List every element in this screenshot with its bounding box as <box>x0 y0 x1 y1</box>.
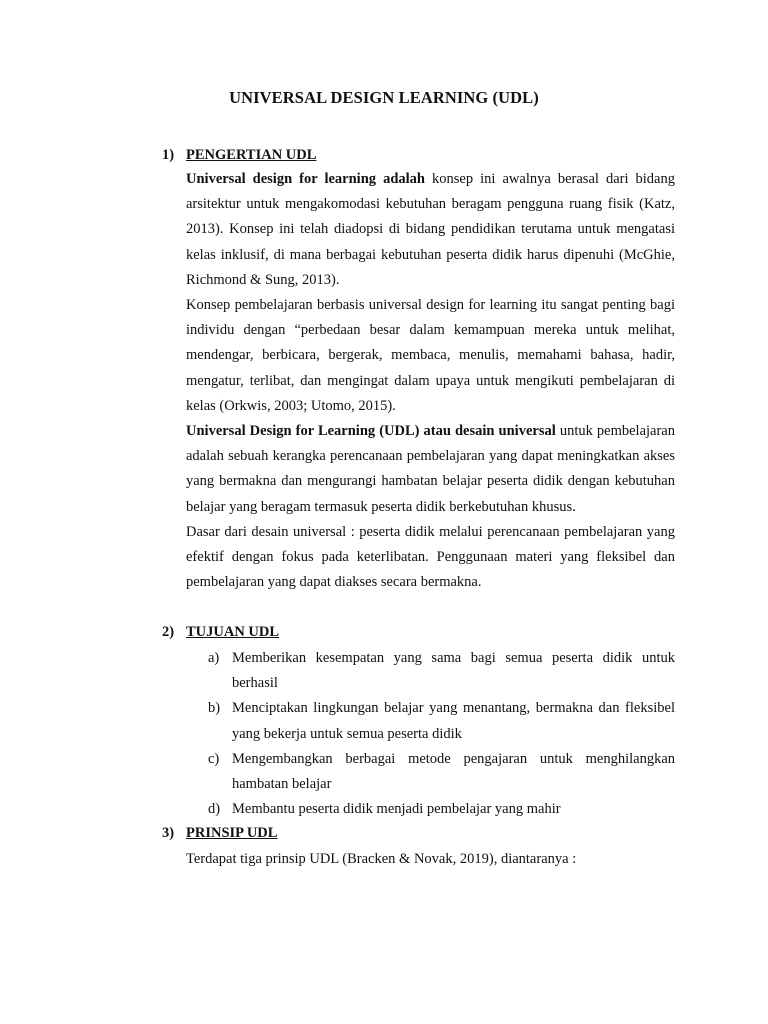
section-pengertian-body <box>186 167 675 595</box>
list-item-label: d) <box>208 801 221 818</box>
list-item-text: Memberikan kesempatan yang sama bagi semua peserta didik untuk berhasil <box>232 650 675 692</box>
section-number: 3) <box>162 825 175 841</box>
list-item-text: Membantu peserta didik menjadi pembelajar yang mahir <box>232 801 561 818</box>
paragraph-bold-lead: Universal Design for Learning (UDL) atau desain universal <box>186 423 556 440</box>
paragraph-text: konsep ini awalnya berasal dari bidang arsitektur untuk mengakomodasi kebutuhan beragam pengguna ruang fisik (Katz, 2013). Konsep ini telah diadopsi di bidang pendidikan terutama untuk mengatasi kelas inklusif, di mana berbagai kebutuhan peserta didik harus dipenuhi (McGhie, Richmond & Sung, 2013). <box>186 171 675 288</box>
section-heading: PRINSIP UDL <box>186 825 278 841</box>
paragraph <box>186 419 675 520</box>
list-item-label: a) <box>208 650 220 666</box>
paragraph-bold-lead: Universal design for learning adalah <box>186 171 425 187</box>
paragraph-text: Terdapat tiga prinsip UDL (Bracken & Novak, 2019), diantaranya : <box>186 851 577 867</box>
list-item <box>208 646 675 696</box>
section-number: 1) <box>162 147 175 163</box>
list-item-label: b) <box>208 700 221 717</box>
section-heading: TUJUAN UDL <box>186 624 280 640</box>
section-prinsip-body <box>186 847 675 872</box>
tujuan-list <box>208 646 675 822</box>
section-heading: PENGERTIAN UDL <box>186 147 317 163</box>
list-item <box>208 696 675 746</box>
list-item-label: c) <box>208 750 220 767</box>
document-title: UNIVERSAL DESIGN LEARNING (UDL) <box>229 88 539 107</box>
paragraph <box>186 293 675 419</box>
paragraph <box>186 167 675 293</box>
paragraph-text: Dasar dari desain universal : peserta didik melalui perencanaan pembelajaran yang efektif dengan fokus pada keterlibatan. Penggunaan materi yang fleksibel dan pembelajaran yang dapat diakses secara bermakna. <box>186 523 675 591</box>
list-item-text: Mengembangkan berbagai metode pengajaran untuk menghilangkan hambatan belajar <box>232 750 675 793</box>
list-item <box>208 747 675 797</box>
paragraph <box>186 520 675 596</box>
paragraph-text: untuk pembelajaran adalah sebuah kerangka perencanaan pembelajaran yang dapat meningkatkan akses yang bermakna dan mengurangi hambatan belajar peserta didik dengan kebutuhan belajar yang beragam termasuk peserta didik berkebutuhan khusus. <box>186 423 675 515</box>
list-item <box>208 797 675 822</box>
paragraph-text: Konsep pembelajaran berbasis universal design for learning itu sangat penting bagi individu dengan “perbedaan besar dalam kemampuan mereka untuk melihat, mendengar, berbicara, bergerak, membaca, menulis, memahami bahasa, hadir, mengatur, terlibat, dan mengingat dalam upaya untuk mengikuti pembelajaran di kelas (Orkwis, 2003; Utomo, 2015). <box>186 297 675 414</box>
list-item-text: Menciptakan lingkungan belajar yang menantang, bermakna dan fleksibel yang bekerja untuk semua peserta didik <box>232 700 675 742</box>
section-number: 2) <box>162 624 175 640</box>
